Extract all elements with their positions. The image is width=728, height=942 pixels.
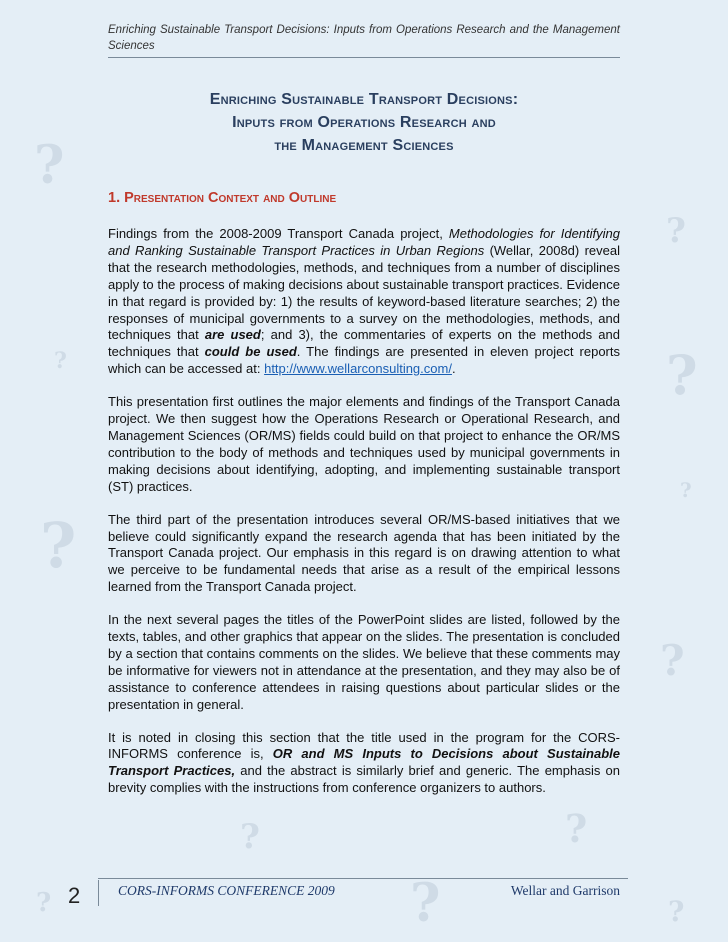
question-mark-icon: ? <box>240 817 260 857</box>
paragraph-text: (Wellar, 2008d) reveal that the research methodologies, methods, and techniques from a number of disciplines apply to the process of making decisions about sustainable transport practices. Evidence in that regard is provided by: 1) the results of keyword-based literature searches; 2) the responses of municipal governments to a survey on the methodologies, methods, and techniques that <box>108 242 620 343</box>
paragraph-3: The third part of the presentation introduces several OR/MS-based initiatives that we believe could significantly expand the research agenda that has been initiated by the Transport Canada project. Our emphasis in this regard is on drawing attention to what we perceive to be fundamental needs that arise as a result of the empirical lessons learned from the Transport Canada project. <box>108 511 620 595</box>
question-mark-icon: ? <box>40 509 77 582</box>
question-mark-icon: ? <box>660 636 685 685</box>
paragraph-2: This presentation first outlines the major elements and findings of the Transport Canada project. We then suggest how the Operations Research or Operational Research, and Management Sciences (OR/MS) fields could build on that project to enhance the OR/MS contribution to the body of methods and techniques used by municipal governments in making decisions about identifying, adopting, and implementing sustainable transport (ST) practices. <box>108 394 620 494</box>
question-mark-icon: ? <box>680 478 692 502</box>
page-number: 2 <box>68 883 81 908</box>
paragraph-4: In the next several pages the titles of the PowerPoint slides are listed, followed by the texts, tables, and other graphics that appear on the slides. The presentation is concluded by a section that contains comments on the slides. We believe that these comments may be informative for viewers not in attendance at the presentation, and they may also be of assistance to conference attendees in raising questions about particular slides or the presentation in general. <box>108 612 620 712</box>
footer-divider <box>98 880 99 906</box>
question-mark-icon: ? <box>668 895 685 928</box>
paragraph-5 <box>108 730 620 798</box>
question-mark-icon: ? <box>666 211 686 251</box>
paragraph-text: ; and 3), the commentaries of experts on the methods and techniques that <box>108 327 620 360</box>
paragraph-text: It is noted in closing this section that the title used in the program for the CORS-INFORMS conference is, <box>108 729 620 762</box>
body-text <box>108 226 620 813</box>
title-line-3: the Management Sciences <box>274 137 454 154</box>
conference-program-title: OR and MS Inputs to Decisions about Sustainable Transport Practices, <box>108 746 620 779</box>
title-line-2: Inputs from Operations Research and <box>232 114 496 131</box>
title-line-1: Enriching Sustainable Transport Decisions: <box>209 91 519 108</box>
question-mark-icon: ? <box>410 873 441 934</box>
paragraph-1 <box>108 226 620 378</box>
question-mark-icon: ? <box>666 343 698 407</box>
paragraph-text: and the abstract is similarly brief and generic. The emphasis on brevity complies with the instructions from conference organizers to authors. <box>108 763 620 796</box>
footer-conference: CORS-INFORMS CONFERENCE 2009 <box>118 883 335 898</box>
footer-authors: Wellar and Garrison <box>510 883 620 898</box>
paragraph-text: . <box>451 361 456 377</box>
document-title <box>108 88 620 157</box>
paragraph-text: Findings from the 2008-2009 Transport Canada project, <box>108 226 449 241</box>
section-heading: 1. Presentation Context and Outline <box>108 190 337 206</box>
paragraph-text: . The findings are presented in eleven project reports which can be accessed at: <box>108 344 620 377</box>
project-title: Methodologies for Identifying and Ranking Sustainable Transport Practices in Urban Regions <box>108 226 620 258</box>
question-mark-icon: ? <box>36 888 52 918</box>
footer-rule <box>98 878 628 879</box>
question-mark-icon: ? <box>54 348 67 374</box>
running-header: Enriching Sustainable Transport Decisions: Inputs from Operations Research and the Management Sciences <box>108 22 620 58</box>
emphasis-are-used: are used <box>204 327 261 343</box>
wellar-consulting-link[interactable]: http://www.wellarconsulting.com/ <box>264 361 452 377</box>
question-mark-icon: ? <box>34 135 65 196</box>
question-mark-icon: ? <box>565 806 588 851</box>
emphasis-could-be-used: could be used <box>204 344 297 360</box>
